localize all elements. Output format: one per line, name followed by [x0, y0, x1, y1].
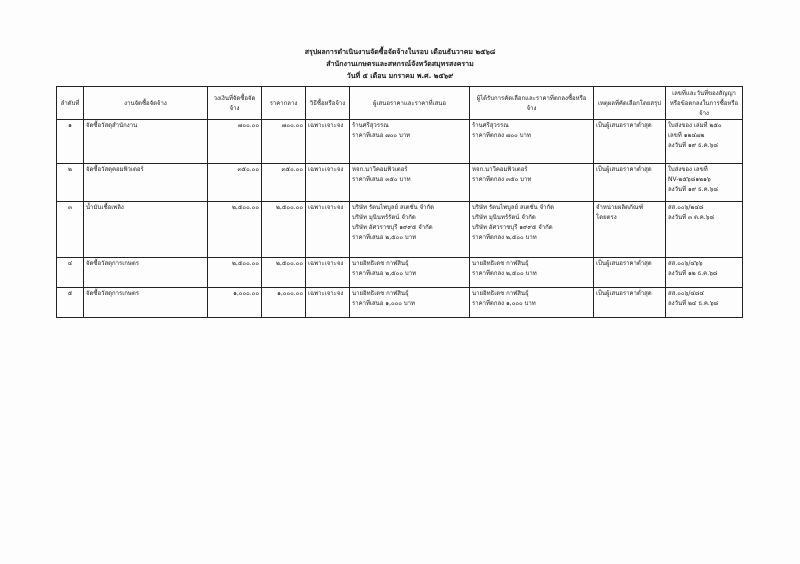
selected-line: ร้านศรีสุวรรณ — [472, 122, 509, 129]
report-title: สรุปผลการดำเนินงานจัดซื้อจัดจ้างในรอบ เดือนธันวาคม ๒๕๖๘ — [304, 48, 496, 56]
contract-line: ใบส่งของ เลขที่ — [668, 166, 708, 173]
table-row — [57, 288, 743, 318]
row-method: เฉพาะเจาะจง — [306, 120, 350, 164]
row-selected — [470, 258, 594, 288]
row-item: จัดซื้อวัสดุการเกษตร — [84, 258, 208, 288]
col-header-contract: เลขที่และวันที่ของสัญญาหรือข้อตกลงในการซื้อหรือจ้าง — [666, 87, 743, 120]
document-header — [0, 46, 800, 82]
bidder-line: ร้านศรีสุวรรณ — [352, 122, 389, 129]
contract-line: ลงวันที่ ๓ ต.ค.๖๘ — [668, 214, 715, 221]
selected-line: ราคาที่ตกลง ๗๐๐ บาท — [472, 132, 531, 139]
table-header-row — [57, 87, 743, 120]
table-body — [57, 120, 743, 318]
row-item: น้ำมันเชื้อเพลิง — [84, 202, 208, 258]
row-median-price: ๒,๕๐๐.๐๐ — [262, 202, 306, 258]
col-header-budget: วงเงินที่จัดซื้อจัดจ้าง — [208, 87, 262, 120]
col-header-median-price: ราคากลาง — [262, 87, 306, 120]
row-no: ๒ — [57, 164, 84, 202]
row-bidders — [350, 288, 470, 318]
contract-line: สส.๐๐๖/๔๖๖ — [668, 260, 703, 267]
table-row — [57, 258, 743, 288]
row-contract — [666, 258, 743, 288]
bidder-line: นายอิทธิเดช กาฬสินธุ์ — [352, 290, 409, 297]
procurement-table — [56, 86, 743, 318]
row-reason: เป็นผู้เสนอราคาต่ำสุด — [594, 258, 666, 288]
row-median-price: ๑,๐๐๐.๐๐ — [262, 288, 306, 318]
row-contract — [666, 202, 743, 258]
row-selected — [470, 120, 594, 164]
row-item: จัดซื้อวัสดุการเกษตร — [84, 288, 208, 318]
selected-line: ราคาที่ตกลง ๑,๐๐๐ บาท — [472, 300, 536, 307]
row-no: ๕ — [57, 288, 84, 318]
row-method: เฉพาะเจาะจง — [306, 202, 350, 258]
row-bidders — [350, 120, 470, 164]
table-row — [57, 202, 743, 258]
row-budget: ๒,๕๐๐.๐๐ — [208, 202, 262, 258]
row-contract — [666, 288, 743, 318]
row-selected — [470, 202, 594, 258]
row-reason: เป็นผู้เสนอราคาต่ำสุด — [594, 164, 666, 202]
contract-line: ลงวันที่ ๑๙ ธ.ค.๖๘ — [668, 142, 718, 149]
bidder-line: บริษัท รัตนไพบูลย์ สเตชั่น จำกัด — [352, 204, 435, 211]
selected-line: บริษัท มุนินทร์รัตน์ จำกัด — [472, 214, 536, 221]
col-header-method: วิธีซื้อหรือจ้าง — [306, 87, 350, 120]
table-row — [57, 120, 743, 164]
row-item: จัดซื้อวัสดุสำนักงาน — [84, 120, 208, 164]
contract-line: NV-๒๕๖๘๑๒๑๖ — [668, 176, 711, 183]
col-header-selected: ผู้ได้รับการคัดเลือกและราคาที่ตกลงซื้อหรือจ้าง — [470, 87, 594, 120]
row-budget: ๒,๕๐๐.๐๐ — [208, 258, 262, 288]
contract-line: สส.๐๐๖/๒๔๘ — [668, 204, 704, 211]
row-selected — [470, 288, 594, 318]
row-median-price: ๓๕๐.๐๐ — [262, 164, 306, 202]
row-contract — [666, 120, 743, 164]
table-row — [57, 164, 743, 202]
row-median-price: ๒,๕๐๐.๐๐ — [262, 258, 306, 288]
row-bidders — [350, 202, 470, 258]
row-method: เฉพาะเจาะจง — [306, 164, 350, 202]
row-no: ๑ — [57, 120, 84, 164]
contract-line: ลงวันที่ ๒๔ ธ.ค.๖๘ — [668, 300, 719, 307]
selected-line: หจก.นาวีคอมพิวเตอร์ — [472, 166, 528, 173]
row-no: ๓ — [57, 202, 84, 258]
bidder-line: ราคาที่เสนอ ๒,๕๐๐ บาท — [352, 234, 417, 241]
selected-line: ราคาที่ตกลง ๓๕๐ บาท — [472, 176, 532, 183]
row-contract — [666, 164, 743, 202]
row-method: เฉพาะเจาะจง — [306, 258, 350, 288]
row-bidders — [350, 164, 470, 202]
row-no: ๔ — [57, 258, 84, 288]
bidder-line: หจก.นาวีคอมพิวเตอร์ — [352, 166, 408, 173]
col-header-item: งานจัดซื้อจัดจ้าง — [84, 87, 208, 120]
contract-line: ลงวันที่ ๑๙ ธ.ค.๖๘ — [668, 186, 718, 193]
contract-line: เลขที่ ๑๒๔๗๒ — [668, 132, 705, 139]
row-bidders — [350, 258, 470, 288]
row-selected — [470, 164, 594, 202]
row-median-price: ๗๐๐.๐๐ — [262, 120, 306, 164]
selected-line: บริษัท รัตนไพบูลย์ สเตชั่น จำกัด — [472, 204, 555, 211]
bidder-line: ราคาที่เสนอ ๗๐๐ บาท — [352, 132, 411, 139]
selected-line: นายอิทธิเดช กาฬสินธุ์ — [472, 260, 529, 267]
selected-line: ราคาที่ตกลง ๒,๕๐๐ บาท — [472, 234, 537, 241]
row-budget: ๓๕๐.๐๐ — [208, 164, 262, 202]
row-reason: จำหน่ายผลิตภัณฑ์โดยตรง — [594, 202, 666, 258]
selected-line: นายอิทธิเดช กาฬสินธุ์ — [472, 290, 529, 297]
bidder-line: บริษัท อัศวราชบุรี ๑๙๙๕ จำกัด — [352, 224, 433, 231]
contract-line: ลงวันที่ ๑๒ ธ.ค.๖๘ — [668, 270, 718, 277]
contract-line: สส.๐๐๖/๔๘๔ — [668, 290, 705, 297]
row-reason: เป็นผู้เสนอราคาต่ำสุด — [594, 120, 666, 164]
col-header-reason: เหตุผลที่คัดเลือกโดยสรุป — [594, 87, 666, 120]
selected-line: ราคาที่ตกลง ๒,๕๐๐ บาท — [472, 270, 537, 277]
report-date: วันที่ ๕ เดือน มกราคม พ.ศ. ๒๕๖๙ — [346, 72, 454, 80]
bidder-line: บริษัท มุนินทร์รัตน์ จำกัด — [352, 214, 416, 221]
bidder-line: ราคาที่เสนอ ๑,๐๐๐ บาท — [352, 300, 415, 307]
row-budget: ๑,๐๐๐.๐๐ — [208, 288, 262, 318]
bidder-line: นายอิทธิเดช กาฬสินธุ์ — [352, 260, 409, 267]
contract-line: ใบส่งของ เล่มที่ ๒๕๐ — [668, 122, 722, 129]
row-item: จัดซื้อวัสดุคอมพิวเตอร์ — [84, 164, 208, 202]
col-header-no: ลำดับที่ — [57, 87, 84, 120]
bidder-line: ราคาที่เสนอ ๓๕๐ บาท — [352, 176, 411, 183]
office-name: สำนักงานเกษตรและสหกรณ์จังหวัดสมุทรสงคราม — [326, 60, 474, 68]
col-header-bidders: ผู้เสนอราคาและราคาที่เสนอ — [350, 87, 470, 120]
row-reason: เป็นผู้เสนอราคาต่ำสุด — [594, 288, 666, 318]
row-method: เฉพาะเจาะจง — [306, 288, 350, 318]
selected-line: บริษัท อัศวราชบุรี ๑๙๙๕ จำกัด — [472, 224, 553, 231]
bidder-line: ราคาที่เสนอ ๒,๕๐๐ บาท — [352, 270, 417, 277]
row-budget: ๗๐๐.๐๐ — [208, 120, 262, 164]
